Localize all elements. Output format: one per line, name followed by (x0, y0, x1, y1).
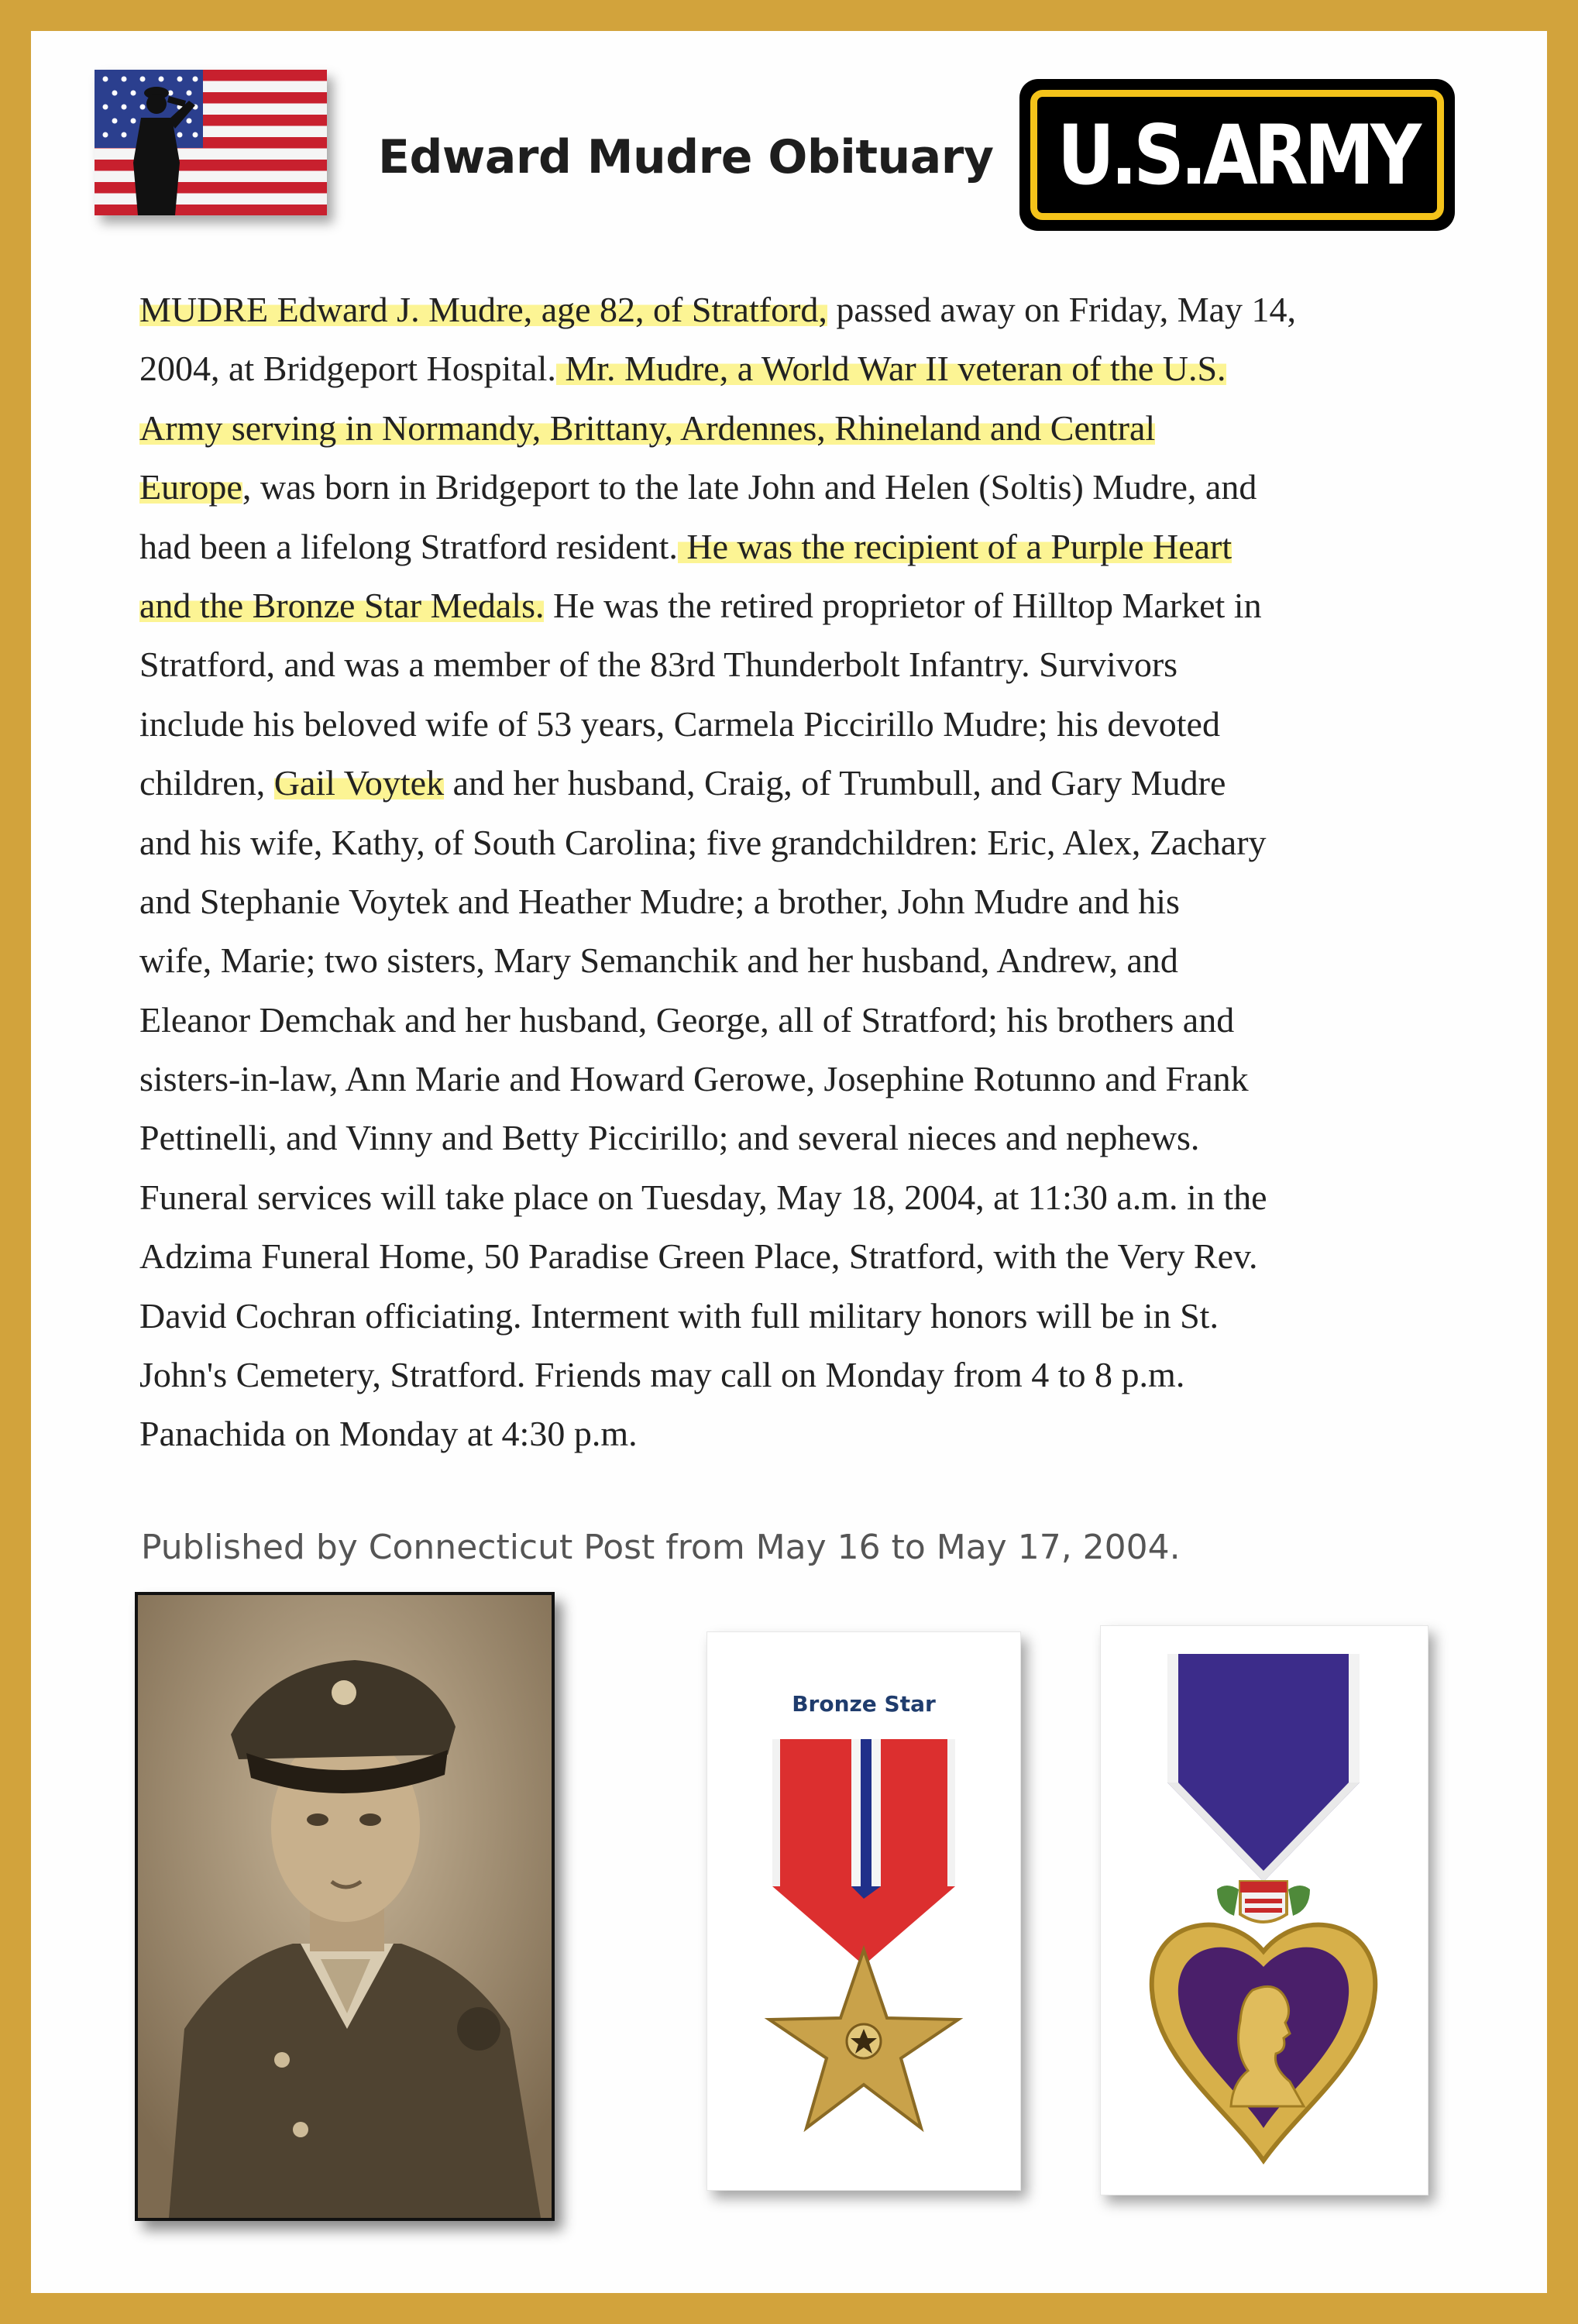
highlighted-text: Europe (139, 467, 242, 507)
obituary-line: sisters-in-law, Ann Marie and Howard Gerowe, Josephine Rotunno and Frank (139, 1059, 1249, 1099)
obituary-line: David Cochran officiating. Interment with full military honors will be in St. (139, 1295, 1219, 1336)
obituary-line: include his beloved wife of 53 years, Carmela Piccirillo Mudre; his devoted (139, 703, 1220, 744)
obituary-line (139, 280, 1503, 339)
text-segment: 2004, at Bridgeport Hospital. (139, 349, 556, 389)
obituary-line: Eleanor Demchak and her husband, George, all of Stratford; his brothers and (139, 999, 1235, 1040)
highlighted-text: Gail Voytek (273, 763, 445, 803)
obituary-line (139, 458, 1503, 517)
obituary-line: John's Cemetery, Stratford. Friends may call on Monday from 4 to 8 p.m. (139, 1355, 1185, 1395)
obituary-line: and Stephanie Voytek and Heather Mudre; a brother, John Mudre and his (139, 881, 1180, 921)
obituary-page (31, 31, 1547, 2293)
highlighted-text: MUDRE Edward J. Mudre, age 82, of Stratford, (139, 290, 827, 329)
highlighted-text: Mr. Mudre, a World War II veteran of the U.S. (555, 349, 1226, 389)
publication-note: Published by Connecticut Post from May 16 to May 17, 2004. (141, 1528, 1181, 1567)
us-army-logo-text: U.S.ARMY (1057, 107, 1418, 203)
text-segment: children, (139, 763, 274, 803)
obituary-line (139, 754, 1503, 813)
obituary-line: Stratford, and was a member of the 83rd Thunderbolt Infantry. Survivors (139, 645, 1178, 685)
obituary-body (139, 280, 1503, 1464)
obituary-line: Panachida on Monday at 4:30 p.m. (139, 1414, 638, 1454)
obituary-line (139, 576, 1503, 635)
purple-heart-medal-icon (1101, 1626, 1428, 2195)
obituary-line: Pettinelli, and Vinny and Betty Piccirillo; and several nieces and nephews. (139, 1118, 1200, 1158)
text-segment: had been a lifelong Stratford resident. (139, 526, 678, 566)
obituary-line: Funeral services will take place on Tuesday, May 18, 2004, at 11:30 a.m. in the (139, 1177, 1267, 1217)
obituary-line: wife, Marie; two sisters, Mary Semanchik and her husband, Andrew, and (139, 940, 1178, 981)
us-army-logo (1019, 79, 1455, 231)
highlighted-text: and the Bronze Star Medals. (139, 585, 545, 625)
obituary-line (139, 517, 1503, 576)
bronze-star-card (706, 1631, 1021, 2191)
text-segment: He was the retired proprietor of Hilltop Market in (544, 585, 1262, 625)
highlighted-text: He was the recipient of a Purple Heart (677, 526, 1232, 566)
obituary-line (139, 339, 1503, 398)
text-segment: and her husband, Craig, of Trumbull, and Gary Mudre (444, 763, 1226, 803)
soldier-portrait (135, 1592, 555, 2221)
flag-salute-image (95, 70, 327, 215)
purple-heart-card (1100, 1625, 1428, 2195)
bronze-star-label: Bronze Star (792, 1691, 936, 1717)
obituary-line: Adzima Funeral Home, 50 Paradise Green Place, Stratford, with the Very Rev. (139, 1236, 1258, 1277)
highlighted-text: Army serving in Normandy, Brittany, Ardennes, Rhineland and Central (139, 407, 1156, 448)
text-segment: , was born in Bridgeport to the late John and Helen (Soltis) Mudre, and (242, 467, 1257, 507)
obituary-line: and his wife, Kathy, of South Carolina; five grandchildren: Eric, Alex, Zachary (139, 822, 1267, 862)
text-segment: passed away on Friday, May 14, (827, 290, 1297, 329)
page-title: Edward Mudre Obituary (378, 130, 994, 184)
obituary-line (139, 399, 1503, 458)
